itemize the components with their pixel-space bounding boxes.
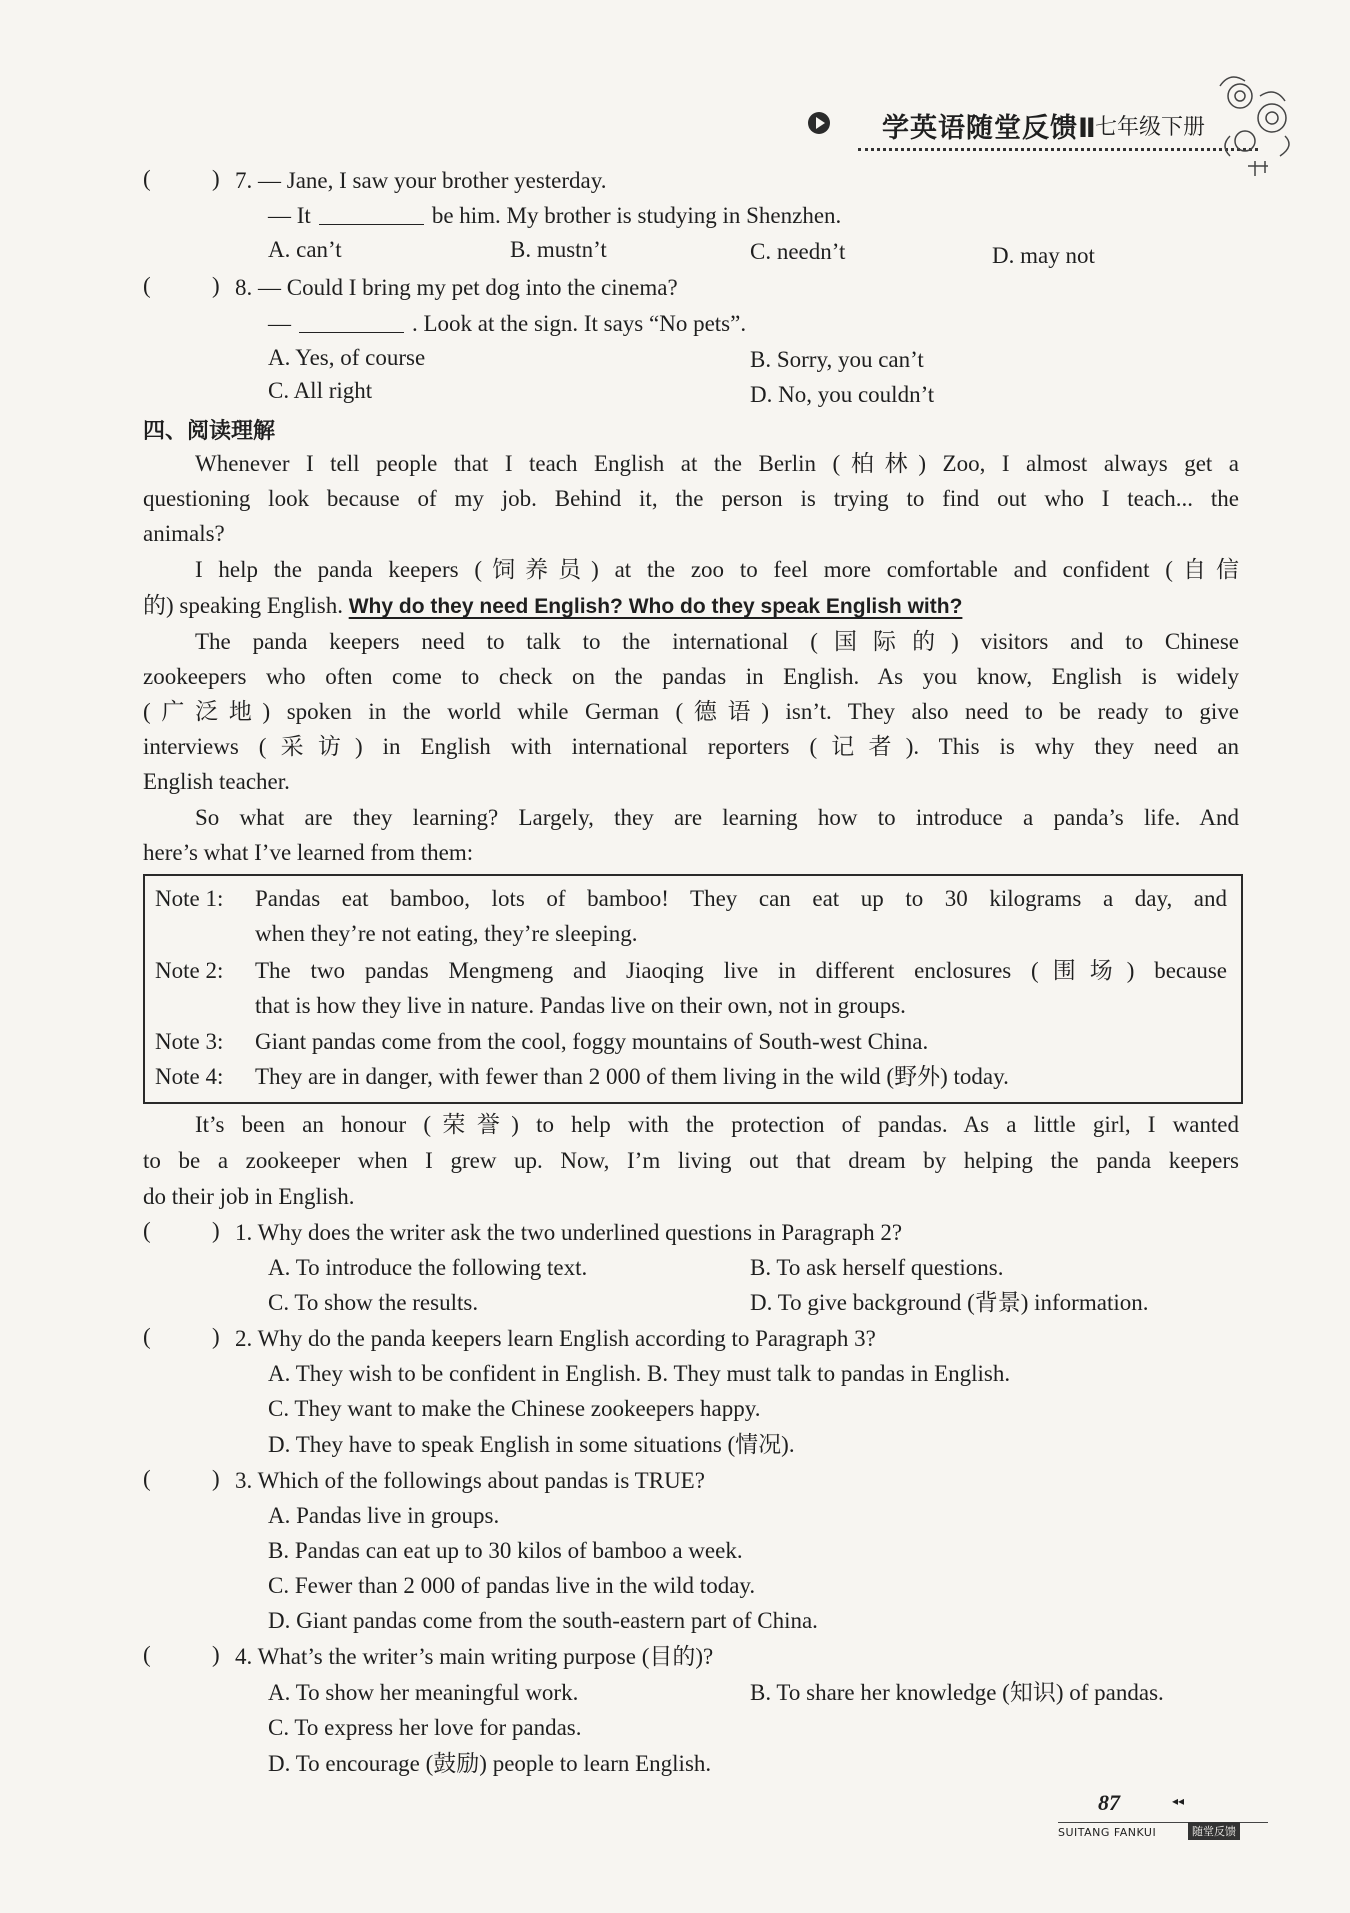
- answer-paren-close: ): [212, 1324, 220, 1349]
- answer-paren-open: (: [143, 1218, 151, 1243]
- passage-line: zookeepers who often come to check on the pandas in English. As you know, English is widely: [143, 664, 1239, 689]
- option-b: B. Sorry, you can’t: [750, 347, 924, 372]
- option-c: C. Fewer than 2 000 of pandas live in the wild today.: [268, 1573, 756, 1598]
- reading-question-3-stem: 3. Which of the followings about pandas is TRUE?: [235, 1468, 705, 1493]
- option-d: D. may not: [992, 243, 1095, 268]
- answer-blank: [319, 202, 424, 225]
- underlined-questions: Why do they need English? Who do they speak English with?: [348, 595, 963, 618]
- passage-text: 的) speaking English.: [143, 593, 343, 618]
- option-b: B. mustn’t: [510, 237, 607, 262]
- passage-line: animals?: [143, 521, 225, 546]
- option-b: B. To ask herself questions.: [750, 1255, 1004, 1280]
- passage-line: [143, 591, 962, 622]
- option-b: B. Pandas can eat up to 30 kilos of bamboo a week.: [268, 1538, 743, 1563]
- answer-paren-close: ): [212, 1642, 220, 1667]
- passage-line: do their job in English.: [143, 1184, 355, 1209]
- flower-decoration-icon: [1200, 66, 1310, 176]
- note-text: Giant pandas come from the cool, foggy mountains of South-west China.: [255, 1029, 929, 1054]
- footer-badge: 随堂反馈: [1188, 1822, 1240, 1840]
- reading-question-1-stem: 1. Why does the writer ask the two underlined questions in Paragraph 2?: [235, 1220, 903, 1245]
- page-arrow-icon: ◂◂: [1172, 1794, 1185, 1808]
- question-8-stem: 8. — Could I bring my pet dog into the cinema?: [235, 275, 678, 300]
- note-text: Pandas eat bamboo, lots of bamboo! They can eat up to 30 kilograms a day, and: [255, 886, 1227, 911]
- footer-brand: SUITANG FANKUI: [1058, 1826, 1157, 1839]
- passage-line: I help the panda keepers (饲养员) at the zoo to feel more comfortable and confident (自信: [195, 557, 1239, 582]
- option-d: D. They have to speak English in some situations (情况).: [268, 1432, 795, 1457]
- option-c: C. All right: [268, 378, 373, 403]
- passage-line: Whenever I tell people that I teach English at the Berlin (柏林) Zoo, I almost always get a: [195, 451, 1239, 476]
- answer-blank: [299, 310, 404, 333]
- answer-paren-close: ): [212, 1466, 220, 1491]
- book-title: 学英语随堂反馈Ⅱ: [882, 113, 1097, 144]
- reading-question-4-stem: 4. What’s the writer’s main writing purpose (目的)?: [235, 1644, 714, 1669]
- question-8-line2-start: —: [268, 311, 291, 336]
- play-bullet-icon: [808, 112, 830, 134]
- question-7-line2-end: be him. My brother is studying in Shenzhen.: [431, 203, 842, 228]
- answer-paren-open: (: [143, 1642, 151, 1667]
- answer-paren-close: ): [212, 273, 220, 298]
- option-c: C. To show the results.: [268, 1290, 479, 1315]
- option-a: A. Pandas live in groups.: [268, 1503, 500, 1528]
- question-7-line2: [268, 201, 841, 231]
- option-a: A. can’t: [268, 237, 342, 262]
- passage-line: here’s what I’ve learned from them:: [143, 840, 474, 865]
- answer-paren-close: ): [212, 166, 220, 191]
- option-ab: A. They wish to be confident in English. B. They must talk to pandas in English.: [268, 1361, 1011, 1386]
- option-d: D. To encourage (鼓励) people to learn English.: [268, 1751, 712, 1776]
- answer-paren-open: (: [143, 166, 151, 191]
- answer-paren-open: (: [143, 1324, 151, 1349]
- option-a: A. To introduce the following text.: [268, 1255, 588, 1280]
- section-title: 四、阅读理解: [143, 419, 276, 444]
- passage-line: to be a zookeeper when I grew up. Now, I’m living out that dream by helping the panda keepers: [143, 1148, 1239, 1173]
- option-c: C. They want to make the Chinese zookeepers happy.: [268, 1396, 761, 1421]
- question-8-line2-end: . Look at the sign. It says “No pets”.: [412, 311, 747, 336]
- passage-line: (广泛地) spoken in the world while German (德语) isn’t. They also need to be ready to give: [143, 699, 1239, 724]
- option-d: D. To give background (背景) information.: [750, 1290, 1149, 1315]
- note-label: Note 4:: [155, 1064, 224, 1089]
- passage-line: So what are they learning? Largely, they are learning how to introduce a panda’s life. And: [195, 805, 1239, 830]
- option-b: B. To share her knowledge (知识) of pandas.: [750, 1680, 1164, 1705]
- passage-line: It’s been an honour (荣誉) to help with the protection of pandas. As a little girl, I wanted: [195, 1112, 1239, 1137]
- reading-question-2-stem: 2. Why do the panda keepers learn English according to Paragraph 3?: [235, 1326, 876, 1351]
- question-7-stem: 7. — Jane, I saw your brother yesterday.: [235, 168, 607, 193]
- header-dotted-rule: [858, 148, 1258, 151]
- note-label: Note 1:: [155, 886, 224, 911]
- answer-paren-close: ): [212, 1218, 220, 1243]
- note-text: They are in danger, with fewer than 2 000 of them living in the wild (野外) today.: [255, 1064, 1009, 1089]
- passage-line: interviews (采访) in English with international reporters (记者). This is why they need an: [143, 734, 1239, 759]
- option-c: C. To express her love for pandas.: [268, 1715, 582, 1740]
- answer-paren-open: (: [143, 1466, 151, 1491]
- option-a: A. To show her meaningful work.: [268, 1680, 579, 1705]
- note-text: when they’re not eating, they’re sleeping.: [255, 921, 638, 946]
- option-d: D. Giant pandas come from the south-eastern part of China.: [268, 1608, 818, 1633]
- passage-line: English teacher.: [143, 769, 290, 794]
- option-c: C. needn’t: [750, 239, 846, 264]
- answer-paren-open: (: [143, 273, 151, 298]
- passage-line: questioning look because of my job. Behind it, the person is trying to find out who I teach... the: [143, 486, 1239, 511]
- passage-line: The panda keepers need to talk to the international (国际的) visitors and to Chinese: [195, 629, 1239, 654]
- option-a: A. Yes, of course: [268, 345, 426, 370]
- page-number: 87: [1098, 1790, 1120, 1815]
- question-8-line2: [268, 309, 746, 339]
- option-d: D. No, you couldn’t: [750, 382, 935, 407]
- note-text: The two pandas Mengmeng and Jiaoqing live in different enclosures (围场) because: [255, 958, 1227, 983]
- question-7-line2-start: — It: [268, 203, 311, 228]
- note-label: Note 2:: [155, 958, 224, 983]
- note-label: Note 3:: [155, 1029, 224, 1054]
- book-subtitle: 七年级下册: [1095, 115, 1206, 140]
- note-text: that is how they live in nature. Pandas live on their own, not in groups.: [255, 993, 906, 1018]
